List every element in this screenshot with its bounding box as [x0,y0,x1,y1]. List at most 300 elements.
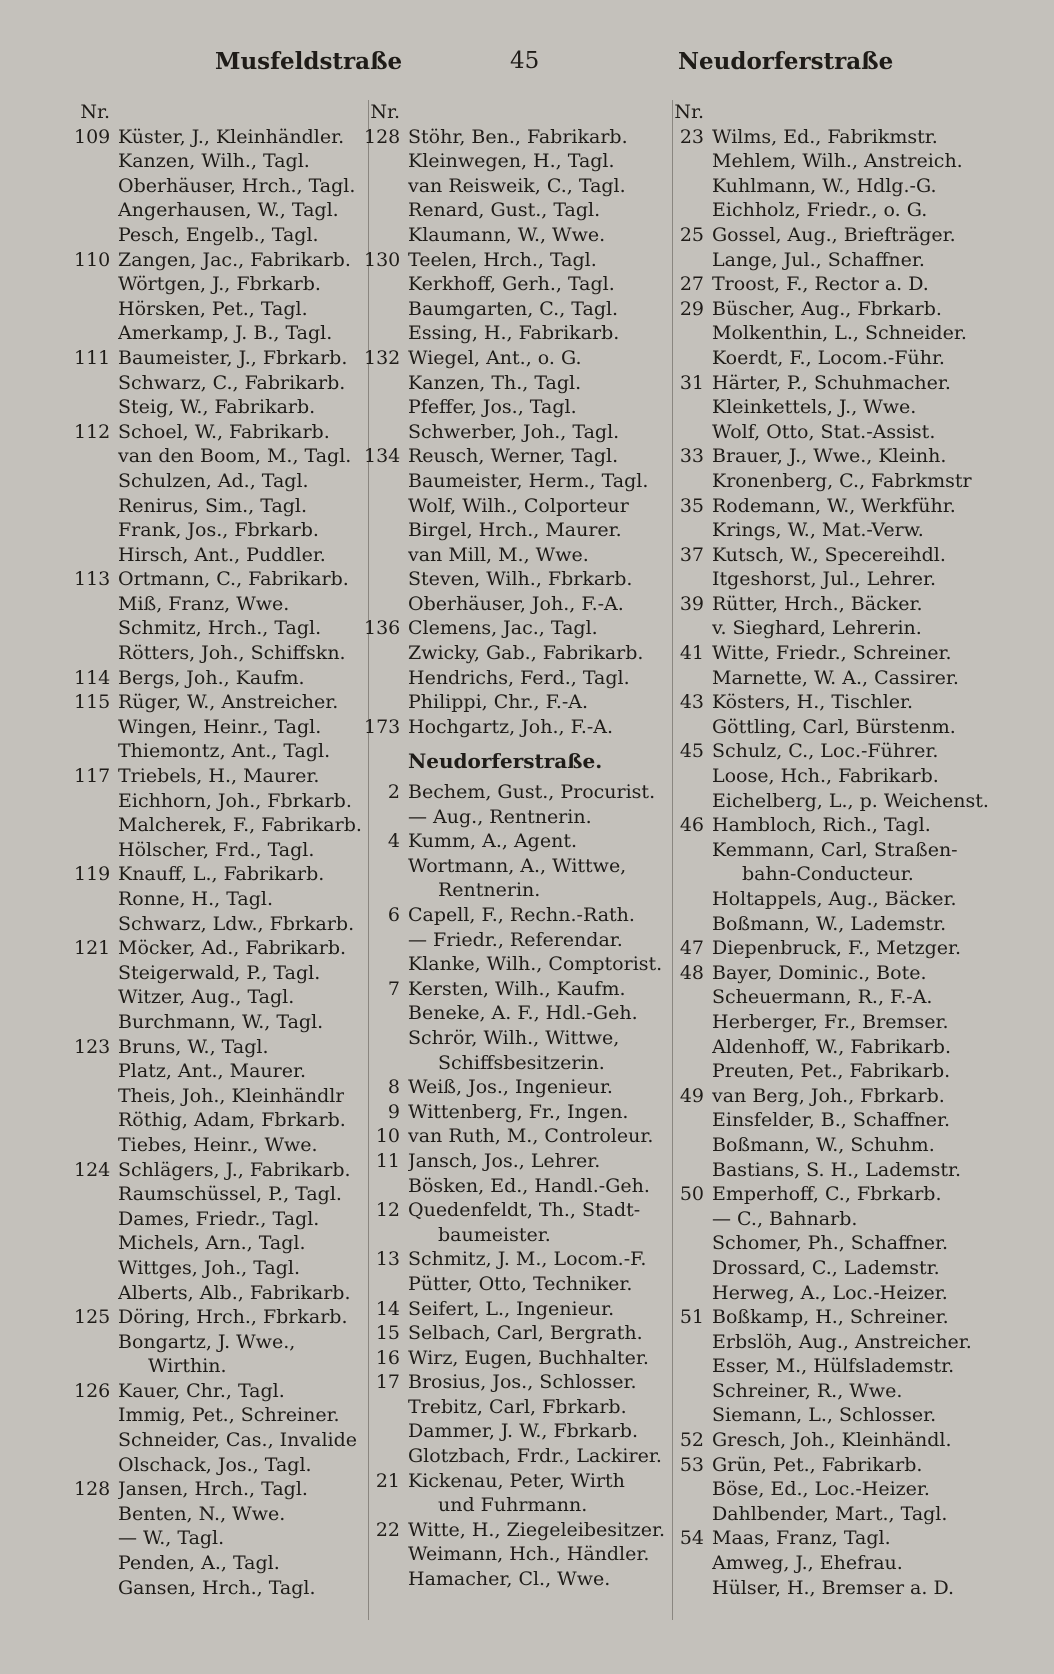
resident-entry: Bayer, Dominic., Bote. [712,961,927,984]
directory-entry [364,690,676,715]
house-number [74,1330,118,1355]
directory-entry [74,764,374,789]
house-number: 31 [679,371,704,394]
resident-entry: Klaumann, W., Wwe. [408,223,606,246]
resident-entry: Schoel, W., Fabrikarb. [118,420,330,443]
resident-entry: Kumm, A., Agent. [408,830,578,853]
resident-entry: Witte, Friedr., Schreiner. [712,642,952,665]
house-number: 29 [679,297,704,320]
house-number [364,1174,408,1199]
resident-entry: Preuten, Pet., Fabrikarb. [712,1060,951,1083]
directory-entry [364,198,676,223]
directory-entry [74,469,374,494]
directory-entry [364,977,676,1002]
house-number [364,1493,408,1518]
resident-entry: Schomer, Ph., Schaffner. [712,1232,949,1255]
house-number: 112 [74,420,111,443]
resident-entry: Mehlem, Wilh., Anstreich. [712,150,963,173]
directory-entry [668,1231,998,1256]
resident-entry: Burchmann, W., Tagl. [118,1010,324,1033]
house-number [74,985,118,1010]
directory-entry [668,543,998,568]
directory-entry [668,1502,998,1527]
house-number [364,854,408,879]
resident-entry: Wilms, Ed., Fabrikmstr. [712,125,938,148]
house-number [668,887,712,912]
resident-entry: Kanzen, Wilh., Tagl. [118,150,310,173]
house-number: 110 [74,248,111,271]
resident-entry: Emperhoff, C., Fbrkarb. [712,1183,942,1206]
resident-entry: Oberhäuser, Joh., F.-A. [408,592,624,615]
directory-entry [364,174,676,199]
resident-entry: — C., Bahnarb. [712,1207,858,1230]
house-number: 134 [364,445,401,468]
directory-entry [74,1133,374,1158]
directory-entry [74,1305,374,1330]
house-number: 117 [74,765,111,788]
resident-entry: Angerhausen, W., Tagl. [118,199,339,222]
directory-entry [74,518,374,543]
street-header-right: Neudorferstraße [678,48,894,75]
house-number: 136 [364,617,401,640]
resident-entry: Capell, F., Rechn.-Rath. [408,904,635,926]
directory-entry [668,813,998,838]
resident-entry: Troost, F., Rector a. D. [712,273,929,296]
resident-entry: Pesch, Engelb., Tagl. [118,223,319,246]
resident-entry: Wingen, Heinr., Tagl. [118,715,322,738]
directory-entry [668,469,998,494]
directory-entry [74,174,374,199]
directory-entry [364,1567,676,1592]
directory-entry [74,297,374,322]
resident-entry: Brosius, Jos., Schlosser. [408,1371,637,1394]
directory-entry [364,1469,676,1494]
resident-entry: van Berg, Joh., Fbrkarb. [712,1084,945,1107]
directory-entry [668,321,998,346]
house-number: 15 [375,1322,400,1345]
house-number [668,1108,712,1133]
resident-entry: Thiemontz, Ant., Tagl. [118,740,331,763]
house-number: 27 [679,273,704,296]
house-number [74,518,118,543]
house-number: 53 [679,1453,704,1476]
directory-entry [74,567,374,592]
column-right [668,100,998,1600]
house-number: 7 [387,977,400,1000]
house-number: 54 [679,1527,704,1550]
directory-entry [364,1051,676,1076]
house-number [364,297,408,322]
directory-entry [74,444,374,469]
resident-entry: Schrör, Wilh., Wittwe, [408,1026,620,1049]
resident-entry: Küster, J., Kleinhändler. [118,125,345,148]
directory-entry [668,125,998,150]
house-number [668,616,712,641]
house-number: 121 [74,937,111,960]
resident-entry: Koerdt, F., Locom.-Führ. [712,346,945,369]
resident-entry: Steven, Wilh., Fbrkarb. [408,568,633,591]
resident-entry: Hamacher, Cl., Wwe. [408,1568,611,1591]
house-number [74,543,118,568]
house-number [74,1551,118,1576]
directory-entry [668,198,998,223]
resident-entry: Bongartz, J. Wwe., [118,1330,296,1353]
house-number [668,1059,712,1084]
house-number: 115 [74,691,111,714]
resident-entry: Schulz, C., Loc.-Führer. [712,740,939,763]
house-number [364,174,408,199]
resident-entry: Rüger, W., Anstreicher. [118,691,339,714]
house-number: 109 [74,125,111,148]
resident-entry: Loose, Hch., Fabrikarb. [712,765,939,788]
directory-entry [74,1010,374,1035]
directory-entry [364,272,676,297]
resident-entry: Kutsch, W., Specereihdl. [712,543,946,566]
directory-entry [364,125,676,150]
house-number [364,272,408,297]
directory-entry [668,764,998,789]
resident-entry: — Friedr., Referendar. [408,928,623,951]
resident-entry: Witte, H., Ziegeleibesitzer. [408,1518,666,1541]
resident-entry: Kleinkettels, J., Wwe. [712,396,917,419]
resident-entry: Baumeister, J., Fbrkarb. [118,346,348,369]
resident-entry: Ortmann, C., Fabrikarb. [118,568,349,591]
resident-entry: Schlägers, J., Fabrikarb. [118,1158,351,1181]
resident-entry: Diepenbruck, F., Metzger. [712,937,962,960]
house-number [668,248,712,273]
resident-entry: Kanzen, Th., Tagl. [408,371,582,394]
resident-entry: Steigerwald, P., Tagl. [118,961,321,984]
directory-entry [668,100,998,125]
house-number [668,789,712,814]
directory-entry [668,912,998,937]
directory-entry [74,739,374,764]
resident-entry: Kauer, Chr., Tagl. [118,1379,285,1402]
directory-entry [74,1428,374,1453]
house-number [668,1158,712,1183]
directory-entry [668,666,998,691]
resident-entry: Göttling, Carl, Bürstenm. [712,715,956,738]
house-number [74,1108,118,1133]
directory-entry [364,903,676,928]
house-number [74,616,118,641]
resident-entry: Rentnerin. [438,879,541,902]
directory-entry [364,1346,676,1371]
directory-entry [668,371,998,396]
directory-entry [74,198,374,223]
house-number: 119 [74,863,111,886]
house-number: 13 [375,1248,400,1271]
directory-entry [364,1297,676,1322]
house-number [668,469,712,494]
house-number: 39 [679,592,704,615]
house-number: 6 [387,904,400,926]
directory-entry [668,444,998,469]
directory-entry [364,854,676,879]
directory-entry [668,1330,998,1355]
house-number [74,1256,118,1281]
column-middle [364,100,676,1592]
directory-entry [364,1247,676,1272]
directory-entry [74,985,374,1010]
house-number: 47 [679,937,704,960]
house-number [74,223,118,248]
house-number [74,1428,118,1453]
house-number [364,371,408,396]
directory-entry [364,952,676,977]
house-number: 49 [679,1084,704,1107]
directory-entry [74,1330,374,1355]
directory-entry [668,149,998,174]
directory-entry [668,567,998,592]
resident-entry: Trebitz, Carl, Fbrkarb. [408,1395,627,1418]
directory-entry [74,666,374,691]
directory-entry [74,1207,374,1232]
house-number: 125 [74,1306,111,1329]
house-number [668,567,712,592]
house-number [364,1051,408,1076]
directory-entry [668,862,998,887]
house-number [364,469,408,494]
resident-entry: Boßmann, W., Schuhm. [712,1133,935,1156]
resident-entry: Penden, A., Tagl. [118,1552,280,1575]
directory-entry [74,690,374,715]
house-number [74,715,118,740]
house-number [364,1567,408,1592]
house-number [668,198,712,223]
house-number [668,1403,712,1428]
resident-entry: Schreiner, R., Wwe. [712,1379,903,1402]
house-number: 48 [679,961,704,984]
resident-entry: Hülser, H., Bremser a. D. [712,1576,955,1599]
directory-entry [668,272,998,297]
house-number: 114 [74,666,111,689]
directory-entry [668,1477,998,1502]
resident-entry: Gansen, Hrch., Tagl. [118,1576,316,1599]
resident-entry: Hörsken, Pet., Tagl. [118,297,308,320]
directory-entry [364,666,676,691]
directory-entry [668,1133,998,1158]
directory-entry [668,838,998,863]
resident-entry: Schulzen, Ad., Tagl. [118,469,309,492]
resident-entry: Hochgartz, Joh., F.-A. [408,715,614,738]
directory-entry [364,928,676,953]
house-number [364,1272,408,1297]
column-left [74,100,374,1600]
directory-entry [364,878,676,903]
directory-entry [668,1207,998,1232]
house-number [364,592,408,617]
directory-entry [74,1084,374,1109]
directory-entry [74,125,374,150]
directory-entry [364,1174,676,1199]
resident-entry: Zwicky, Gab., Fabrikarb. [408,642,644,665]
directory-entry [364,149,676,174]
house-number: 124 [74,1158,111,1181]
resident-entry: Jansch, Jos., Lehrer. [408,1149,601,1172]
house-number [668,715,712,740]
directory-entry [364,371,676,396]
directory-entry [364,567,676,592]
house-number: 41 [679,642,704,665]
resident-entry: Wortmann, A., Wittwe, [408,854,627,877]
directory-entry [668,1403,998,1428]
directory-entry [74,223,374,248]
house-number [74,789,118,814]
house-number [74,1059,118,1084]
resident-entry: Erbslöh, Aug., Anstreicher. [712,1330,972,1353]
house-number [364,666,408,691]
directory-entry [668,395,998,420]
directory-entry [74,1256,374,1281]
resident-entry: Schwarz, Ldw., Fbrkarb. [118,912,355,935]
house-number [668,518,712,543]
resident-entry: Wirthin. [148,1355,227,1378]
directory-entry [668,248,998,273]
house-number [364,1001,408,1026]
house-number: 25 [679,223,704,246]
house-number: 2 [387,781,400,804]
directory-entry [74,1526,374,1551]
house-number [364,518,408,543]
house-number [74,1403,118,1428]
resident-entry: van Mill, M., Wwe. [408,543,589,566]
house-number [74,444,118,469]
house-number: 8 [387,1076,400,1099]
directory-entry [668,1182,998,1207]
directory-entry [668,174,998,199]
resident-entry: — Aug., Rentnerin. [408,805,592,828]
directory-entry [668,1526,998,1551]
house-number: 22 [375,1518,400,1541]
house-number: 46 [679,814,704,837]
house-number [74,321,118,346]
directory-entry [668,789,998,814]
resident-entry: Rütter, Hrch., Bäcker. [712,592,923,615]
house-number [364,805,408,830]
house-number: 4 [387,830,400,853]
house-number [668,1551,712,1576]
directory-entry [668,715,998,740]
directory-entry [74,1502,374,1527]
house-number [364,395,408,420]
house-number: 52 [679,1429,704,1452]
house-number [364,1444,408,1469]
resident-entry: Herweg, A., Loc.-Heizer. [712,1281,948,1304]
house-number [74,1133,118,1158]
resident-entry: Wolf, Otto, Stat.-Assist. [712,420,936,443]
directory-entry [668,1010,998,1035]
resident-entry: Renard, Gust., Tagl. [408,199,601,222]
resident-entry: Teelen, Hrch., Tagl. [408,248,597,271]
house-number [74,1084,118,1109]
house-number [364,494,408,519]
house-number [74,469,118,494]
directory-entry [364,494,676,519]
resident-entry: Quedenfeldt, Th., Stadt- [408,1199,641,1222]
directory-entry [364,641,676,666]
directory-entry [668,1551,998,1576]
resident-entry: Essing, H., Fabrikarb. [408,322,620,345]
resident-entry: Hirsch, Ant., Puddler. [118,543,326,566]
resident-entry: Benten, N., Wwe. [118,1502,286,1525]
resident-entry: Tiebes, Heinr., Wwe. [118,1133,318,1156]
resident-entry: Wirz, Eugen, Buchhalter. [408,1346,649,1369]
resident-entry: Böse, Ed., Loc.-Heizer. [712,1478,930,1501]
house-number: 123 [74,1035,111,1058]
directory-entry [364,715,676,740]
house-number [364,641,408,666]
directory-entry [74,838,374,863]
house-number: 50 [679,1183,704,1206]
resident-entry: Holtappels, Aug., Bäcker. [712,888,957,910]
resident-entry: Schwerber, Joh., Tagl. [408,420,620,443]
resident-entry: Birgel, Hrch., Maurer. [408,519,622,542]
house-number [668,862,712,887]
resident-entry: Kösters, H., Tischler. [712,691,914,714]
directory-entry [668,223,998,248]
directory-entry [668,1453,998,1478]
resident-entry: Schneider, Cas., Invalide [118,1429,358,1452]
directory-entry [364,1075,676,1100]
resident-entry: Scheuermann, R., F.-A. [712,986,933,1009]
directory-entry [364,321,676,346]
house-number [364,1542,408,1567]
resident-entry: Michels, Arn., Tagl. [118,1232,306,1255]
house-number: Nr. [674,101,704,123]
house-number: 23 [679,125,704,148]
house-number: 11 [375,1149,400,1172]
directory-entry [74,1551,374,1576]
house-number [74,641,118,666]
house-number [364,321,408,346]
resident-entry: Dahlbender, Mart., Tagl. [712,1502,948,1525]
resident-entry: Rötters, Joh., Schiffskn. [118,642,346,665]
house-number [364,878,408,903]
directory-entry [668,887,998,912]
directory-entry [74,961,374,986]
directory-entry [364,805,676,830]
resident-entry: Aldenhoff, W., Fabrikarb. [712,1035,952,1058]
directory-entry [74,494,374,519]
resident-entry: Philippi, Chr., F.-A. [408,691,589,714]
directory-entry [364,469,676,494]
house-number [364,567,408,592]
directory-entry [74,592,374,617]
resident-entry: Esser, M., Hülfslademstr. [712,1355,955,1378]
resident-entry: Triebels, H., Maurer. [118,765,320,788]
house-number: 35 [679,494,704,517]
house-number [668,149,712,174]
directory-entry [74,543,374,568]
directory-entry [74,272,374,297]
directory-entry [668,1428,998,1453]
house-number [668,912,712,937]
street-header-left: Musfeldstraße [215,48,403,75]
resident-entry: Herberger, Fr., Bremser. [712,1010,949,1033]
house-number [364,1419,408,1444]
house-number [668,1330,712,1355]
house-number [364,223,408,248]
directory-entry [364,592,676,617]
directory-entry [668,985,998,1010]
resident-entry: Seifert, L., Ingenieur. [408,1297,615,1320]
resident-entry: Baumgarten, C., Tagl. [408,297,619,320]
resident-entry: Maas, Franz, Tagl. [712,1527,891,1550]
section-heading: Neudorferstraße. [408,749,603,774]
directory-entry [668,1305,998,1330]
resident-entry: Weiß, Jos., Ingenieur. [408,1076,613,1099]
